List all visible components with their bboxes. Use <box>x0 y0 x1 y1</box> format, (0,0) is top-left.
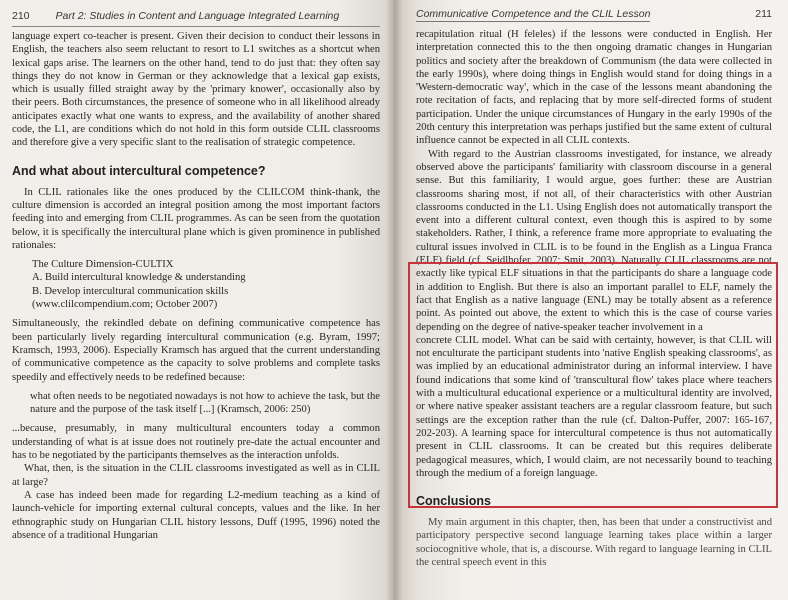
left-running-head <box>12 10 380 26</box>
left-header-rule <box>12 26 380 27</box>
left-paragraph-1: language expert co-teacher is present. Given their decision to conduct their lessons in English, the teachers also seem reluctant to resort to L1 switches as a shortcut when lexical gaps arise. The learners on the other hand, tend to do just that: they often say things they do not know in German or they acknowledge that a lexical gap exists, which is usually filled straight away by the 'primary knower', occasionally also by their peers. Both circumstances, the presence of someone who in all likelihood already anticipates exactly what one wants to express, and the availability of another shared code, the L1, are conditions which do not hold in this form outside CLIL classrooms and therefore give a very specific slant to the realisation of strategic competence. <box>12 31 380 149</box>
right-paragraph-1: recapitulation ritual (H feleles) if the lessons were conducted in English. Her interpretation connected this to the then ongoing dramatic changes in Hungarian politics and society after the breakdown of Communism (the data were collected in the early 1990s), where doing things in English would stand for doing things in a 'Western-democratic way', which in the case of the lessons meant abandoning the rote recitation of facts, and replacing that by more self-directed forms of student participation. Under the unique circumstances of Hungary in the early 1990s of the 20th century this interpretation was perhaps justified but the same extent of cultural influence cannot be expected in all CLIL contexts. <box>416 29 772 147</box>
culture-dimension-box <box>32 258 380 311</box>
right-page-number: 211 <box>755 8 772 20</box>
left-paragraph-4: ...because, presumably, in many multicultural encounters today a common understanding of what is at issue does not routinely pre-date the actual encounter and has to be negotiated by the participants themselves as the interaction unfolds. <box>12 423 380 462</box>
box-line-4: (www.clilcompendium.com; October 2007) <box>32 299 218 311</box>
right-paragraph-3: concrete CLIL model. What can be said with certainty, however, is that CLIL will not enculturate the participant students into 'native English speaking classrooms', as was implied by an educational administrator during an informal interview. I have found indications that some kind of 'transcultural flow' takes place where teachers with a multicultural educational experience or a multicultural identity are involved, or where native speaker assistant teachers are a regular classroom feature, but such settings are the exception rather than the rule (cf. Dalton-Puffer, 2007: 165-167, 202-203). A learning space for intercultural competence is thus not automatically present in CLIL classrooms. It can be created but this requires deliberate pedagogical measures, which, I would claim, are not necessarily bound to teaching through the medium of a foreign language. <box>416 334 772 479</box>
box-line-3: B. Develop intercultural communication skills <box>32 285 229 297</box>
right-paragraph-2: With regard to the Austrian classrooms investigated, for instance, we already observed above the participants' familiarity with classroom discourse in a general sense. But this familiarity, I would argue, goes further: these are Austrian classrooms sharing most, if not all, of their characteristics with other Austrian classrooms conducted in the L1. Using English does not automatically transport the event into a different cultural context, even though this is aspired to by some stakeholders. Rather, I think, a reference frame more appropriate to evaluating the cultural issues involved in CLIL is to be found in the English as a Lingua Franca (ELF) field (cf. Seidlhofer, 2007; Smit, 2003). Naturally CLIL classrooms are not exactly like typical ELF situations in that the participants do share a language code in addition to English. But there is also an important parallel to ELF, namely the fact that English as a native language (ENL) may be totally absent as a reference point. As pointed out above, the extent to which this is the case of course varies depending on the degree of native-speaker teacher involvement in a <box>416 148 772 333</box>
book-gutter-shadow <box>386 0 402 600</box>
left-section-heading: And what about intercultural competence? <box>12 163 266 178</box>
box-line-1: The Culture Dimension-CULTIX <box>32 259 174 271</box>
left-paragraph-6: A case has indeed been made for regarding L2-medium teaching as a kind of launch-vehicle for importing external cultural concepts, values and the like. In her ethnographic study on Hungarian CLIL history lessons, Duff (1995, 1996) noted the absence of a traditional Hungarian <box>12 489 380 541</box>
left-page-number: 210 <box>12 10 30 22</box>
left-paragraph-3: Simultaneously, the rekindled debate on defining communicative competence has been particularly lively regarding intercultural communication (e.g. Byram, 1997; Kramsch, 1993, 2006). Especially Kramsch has argued that the current understanding of communicative competence as the capacity to solve problems and complete tasks speedily and effectively needs to be redefined because: <box>12 318 380 383</box>
left-paragraph-2: In CLIL rationales like the ones produced by the CLILCOM think-thank, the culture dimension is accorded an integral position among the most important factors feeding into and emerging from CLIL programmes. As can be seen from the quotation below, it is specifically the intercultural plane which is given prominence in published rationales: <box>12 186 380 251</box>
right-page <box>394 0 788 600</box>
right-running-head <box>416 8 772 24</box>
conclusions-heading: Conclusions <box>416 494 492 509</box>
box-line-2: A. Build intercultural knowledge & understanding <box>32 272 246 284</box>
kramsch-quote: what often needs to be negotiated nowadays is not how to achieve the task, but the nature and the purpose of the task itself [...] (Kramsch, 2006: 250) <box>30 390 380 416</box>
left-running-title: Part 2: Studies in Content and Language Integrated Learning <box>55 10 340 22</box>
left-paragraph-5: What, then, is the situation in the CLIL classrooms investigated as well as in CLIL at large? <box>12 463 380 488</box>
right-running-title: Communicative Competence and the CLIL Lesson <box>416 8 651 20</box>
right-paragraph-4: My main argument in this chapter, then, has been that under a constructivist and participatory perspective second language learning takes place within a larger sociocognitive whole, that is, a discourse. With regard to language learning in CLIL the central speech event in this <box>416 517 772 568</box>
